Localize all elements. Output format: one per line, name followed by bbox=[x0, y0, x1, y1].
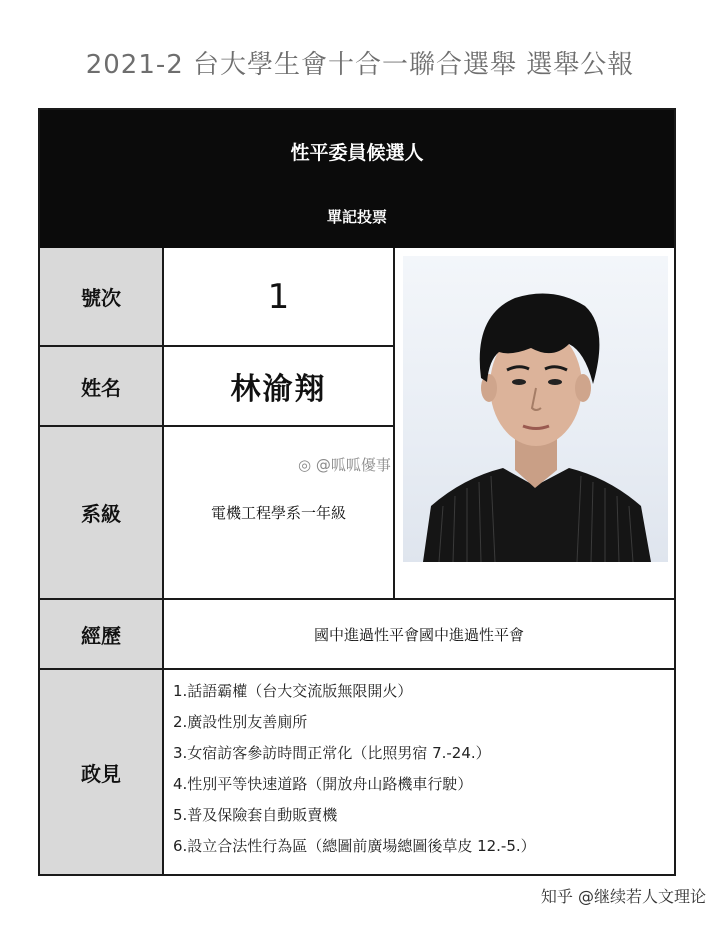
platform-item: 1.話語霸權（台大交流版無限開火） bbox=[173, 682, 413, 700]
candidate-name: 林渝翔 bbox=[230, 372, 327, 407]
name-label: 姓名 bbox=[40, 347, 164, 427]
weibo-icon: ◎ bbox=[298, 456, 312, 474]
watermark-text: @呱呱優事 bbox=[315, 456, 391, 474]
platform-item: 6.設立合法性行為區（總圖前廣場總圖後草皮 12.-5.） bbox=[173, 837, 536, 855]
candidate-department: 電機工程學系一年級 bbox=[210, 504, 346, 522]
experience-label: 經歷 bbox=[40, 600, 164, 670]
candidate-experience: 國中進過性平會國中進過性平會 bbox=[313, 625, 524, 644]
platform-item: 3.女宿訪客參訪時間正常化（比照男宿 7.-24.） bbox=[173, 744, 491, 762]
number-label: 號次 bbox=[40, 248, 164, 347]
platform-item: 5.普及保險套自動販賣機 bbox=[173, 806, 338, 824]
election-bulletin-sheet bbox=[38, 108, 676, 876]
position-title: 性平委員候選人 bbox=[290, 142, 424, 164]
candidate-photo bbox=[403, 256, 668, 562]
department-cell bbox=[164, 427, 393, 600]
candidate-number: 1 bbox=[267, 276, 290, 317]
page-title: 2021-2 台大學生會十合一聯合選舉 選舉公報 bbox=[85, 50, 635, 80]
platform-list bbox=[173, 680, 536, 866]
platform-cell bbox=[164, 670, 674, 874]
candidate-photo-cell bbox=[393, 248, 674, 600]
platform-label: 政見 bbox=[40, 670, 164, 874]
experience-cell bbox=[164, 600, 674, 670]
weibo-watermark bbox=[298, 454, 391, 475]
name-cell bbox=[164, 347, 393, 427]
platform-item: 4.性別平等快速道路（開放舟山路機車行駛） bbox=[173, 775, 473, 793]
voting-method: 單記投票 bbox=[326, 208, 387, 226]
portrait-illustration bbox=[403, 256, 668, 562]
candidate-header bbox=[40, 110, 674, 248]
department-label: 系級 bbox=[40, 427, 164, 600]
footer-watermark: 知乎 @继续若人文理论 bbox=[540, 887, 706, 906]
number-cell bbox=[164, 248, 393, 347]
platform-item: 2.廣設性別友善廁所 bbox=[173, 713, 308, 731]
